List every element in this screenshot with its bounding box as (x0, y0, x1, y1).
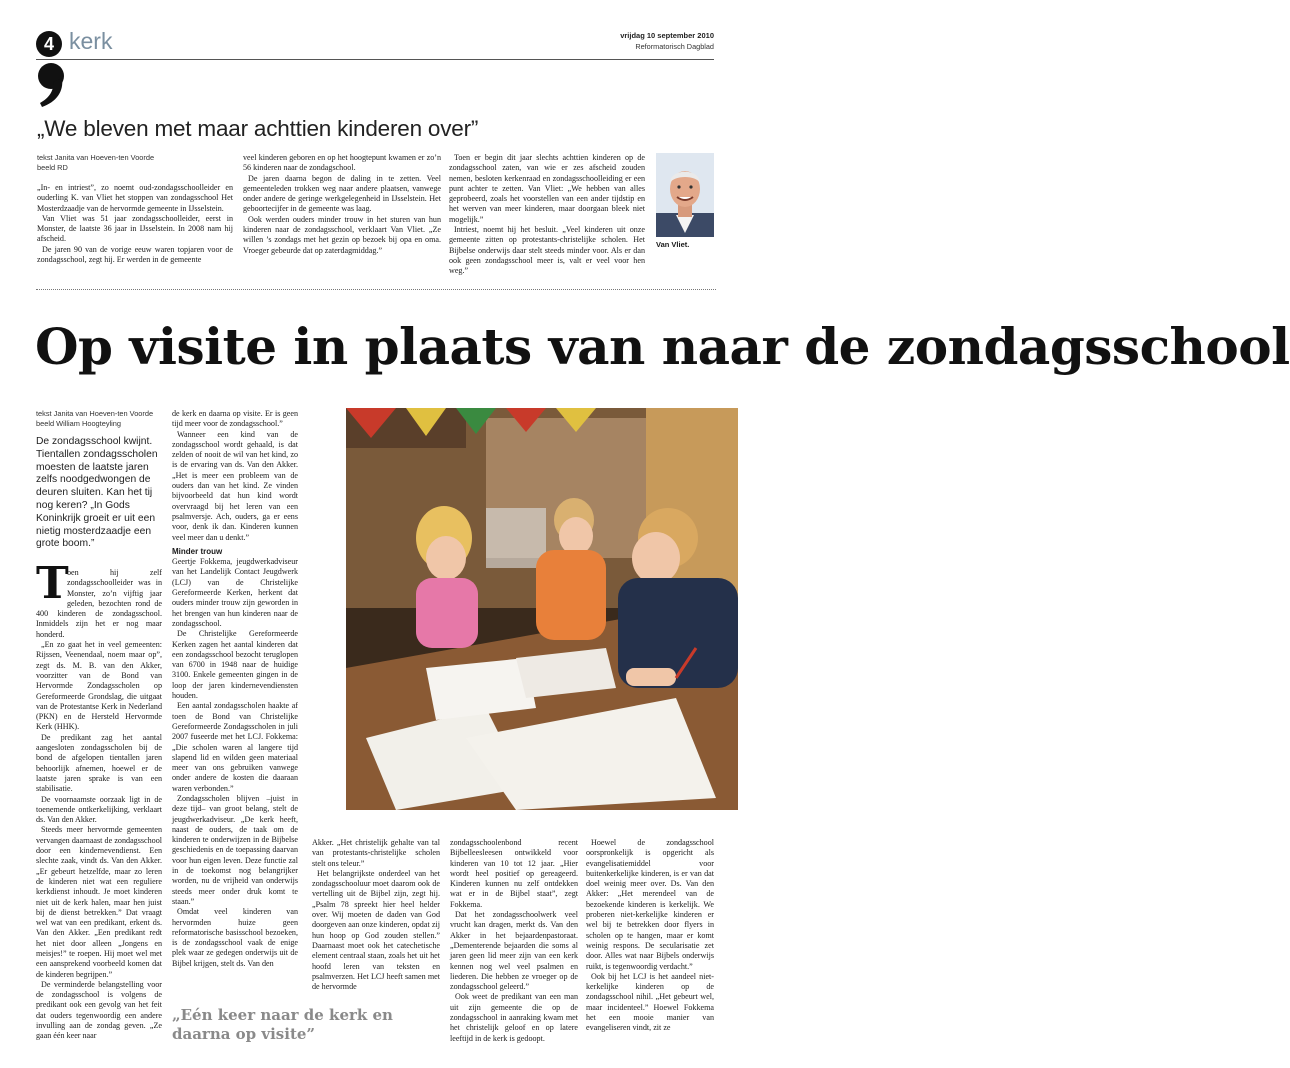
paragraph: zondagsschoolenbond recent Bijbelleesleesen ontwikkeld voor kinderen van 10 tot 12 jaar. „Hier wordt heel positief op gereageerd. Kinderen kunnen nu zelf ontdekken wat er in de Bijbel staat”, zegt Fokkema. (450, 838, 578, 909)
paragraph: Akker. „Het christelijk gehalte van tal van protestants-christelijke scholen stelt ons teleur.” (312, 838, 440, 868)
article1-credit-photo: beeld RD (37, 163, 68, 172)
children-drawing-photo (346, 408, 738, 810)
article2-intro: De zondagsschool kwijnt. Tientallen zondagsscholen moesten de laatste jaren zelfs noodgedwongen de deuren sluiten. Kan het tij nog keren? „In Gods Koninkrijk groeit er uit een nietig mosterdzaadje een grote boom.” (36, 436, 158, 550)
paragraph: veel kinderen geboren en op het hoogtepunt kwamen er zo’n 56 kinderen naar de zondagschool. (243, 153, 441, 173)
article1-column-3 (449, 153, 645, 277)
comma-icon (34, 62, 68, 108)
article1-column-1 (37, 183, 233, 278)
header-paper: Reformatorisch Dagblad (635, 42, 714, 51)
paragraph: Het belangrijkste onderdeel van het zondagsschooluur moet daarom ook de vertelling uit de Bijbel zijn, zegt hij. „Psalm 78 spreekt hier heel helder over. Wij moeten de daden van God doorgeven aan onze kinderen, opdat zij hun hoop op God zouden stellen.” Daarnaast moet ook het catechetische element centraal staan, zoals het uit het hoofd leren van teksten en psalmverzen. Het LCJ heeft samen met de hervormde (312, 868, 440, 992)
paragraph: De verminderde belangstelling voor de zondagsschool is volgens de predikant ook een gevolg van het feit dat ouders tegenwoordig een andere invulling aan de zondag geven. „Ze gaan één keer naar (36, 979, 162, 1041)
paragraph: „In- en intriest”, zo noemt oud-zondagsschoolleider en ouderling K. van Vliet het stoppen van zondagsschool Het Mosterdzaadje van de hervormde gemeente in IJsselstein. (37, 183, 233, 213)
paragraph: Wanneer een kind van de zondagsschool wordt gehaald, is dat zelden of nooit de wil van het kind, zo is de ervaring van ds. Van den Akker. „Het is meer een probleem van de ouders dan van het kind. Ze vinden bijvoorbeeld dat hun kind wordt overvraagd bij het leren van een psalmversje. Ach, ouders, ga er eens voor, denk ik dan. Kinderen kunnen veel meer dan u denkt.” (172, 429, 298, 542)
section-name: kerk (69, 28, 113, 54)
pull-quote: „Eén keer naar de kerk en daarna op visite” (172, 1006, 393, 1043)
article2-headline: Op visite in plaats van naar de zondagsschool (35, 317, 1290, 376)
article1-column-2 (243, 153, 441, 277)
article2-column-1 (36, 568, 162, 1058)
article2-column-3 (312, 838, 440, 998)
paragraph: De predikant zag het aantal aangesloten zondagsscholen bij de bond de afgelopen tientallen jaren behoorlijk afnemen, hoewel er de laatste jaren sprake is van een stabilisatie. (36, 732, 162, 794)
paragraph: Hoewel de zondagsschool oorspronkelijk is opgericht als evangelisatiemiddel voor buitenkerkelijke kinderen, is er van dat doel weinig meer over. Ds. Van den Akker: „Het merendeel van de bezoekende kinderen is kerkelijk. We proberen niet-kerkelijke kinderen er wel bij te betrekken door flyers in scholen op te hangen, maar er komt weinig respons. De secularisatie zet door. Alles wat naar Bijbels onderwijs ruikt, is tegenwoordig verdacht.” (586, 838, 714, 971)
paragraph: Ook werden ouders minder trouw in het sturen van hun kinderen naar de zondagsschool, verklaart Van Vliet. „Ze willen ’s zondags met het gezin op bezoek bij opa en oma. Vroeger gebeurde dat op zaterdagmiddag.” (243, 214, 441, 255)
paragraph: de kerk en daarna op visite. Er is geen tijd meer voor de zondagsschool.” (172, 409, 298, 429)
paragraph: Ook weet de predikant van een man uit zijn gemeente die op de zondagsschool in aanraking kwam met het christelijk geloof en op latere leeftijd in de kerk is gedoopt. (450, 992, 578, 1043)
paragraph: Omdat veel kinderen van hervormden huize geen reformatorische basisschool bezoeken, is de zondagsschool vaak de enige plek waar ze gedegen onderwijs uit de Bijbel krijgen, stelt ds. Van den (172, 907, 298, 968)
paragraph: Zondagsscholen blijven –juist in deze tijd– van groot belang, stelt de jeugdwerkadviseur. „De kerk heeft, naast de ouders, de taak om de kinderen te onderwijzen in de Bijbelse geschiedenis en de toepassing daarvan voor hun eigen leven. Deze functie zal in de toekomst nog belangrijker worden, nu de vrijheid van onderwijs steeds meer onder druk komt te staan.” (172, 793, 298, 906)
article1-credit-text: tekst Janita van Hoeven-ten Voorde (37, 153, 155, 162)
article1-title: „We bleven met maar achttien kinderen over” (37, 116, 479, 141)
header-date: vrijdag 10 september 2010 (620, 31, 714, 40)
article2-credit-photo: beeld William Hoogteyling (36, 419, 122, 428)
paragraph: Geertje Fokkema, jeugdwerkadviseur van het Landelijk Contact Jeugdwerk (LCJ) van de Christelijke Gereformeerde Kerken, herkent dat ouders minder trouw zijn geworden in het brengen van hun kinderen naar de zondagsschool. (172, 557, 298, 628)
page-number-badge: 4 (36, 31, 62, 57)
dropcap: T (36, 558, 69, 609)
header-rule (36, 59, 714, 60)
paragraph: Intriest, noemt hij het besluit. „Veel kinderen uit onze gemeente zitten op protestants-christelijke scholen. Het Bijbelse onderwijs daar stelt steeds minder voor. Als er dan ook geen zondagsschool meer is, valt er veel voor hen weg.” (449, 225, 645, 276)
paragraph: „En zo gaat het in veel gemeenten: Rijssen, Veenendaal, noem maar op”, zegt ds. M. B. van den Akker, voorzitter van de Bond van Hervormde Zondagsscholen op Gereformeerde Grondslag, die uitgaat van de Protestantse Kerk in Nederland (PKN) en de Hersteld Hervormde Kerk (HHK). (36, 640, 162, 732)
article2-column-4 (450, 838, 578, 1060)
portrait-photo (656, 153, 714, 237)
paragraph: Een aantal zondagsscholen haakte af toen de Bond van Christelijke Gereformeerde Zondagsscholen in juli 2007 fuseerde met het LCJ. Fokkema: „Die scholen waren al langere tijd slapend lid en wilden geen materiaal meer van ons gebruiken vanwege onder andere de kosten die daaraan waren verbonden.” (172, 701, 298, 793)
paragraph: Dat het zondagsschoolwerk veel vrucht kan dragen, merkt ds. Van den Akker in het bejaardenpastoraat. „Dementerende bejaarden die soms al jaren geen lid meer zijn van een kerk kennen nog wel veel psalmen en liederen. Die hebben ze vroeger op de zondagsschool geleerd.” (450, 910, 578, 992)
paragraph: De jaren daarna begon de daling in te zetten. Veel gemeenteleden trokken weg naar andere plaatsen, vanwege onder andere de geringe werkgelegenheid in IJsselstein. Het geboortecijfer in de gemeente was laag. (243, 173, 441, 214)
article2-credit-text: tekst Janita van Hoeven-ten Voorde (36, 409, 154, 418)
paragraph: Ook bij het LCJ is het aandeel niet-kerkelijke kinderen op de zondagsschool nihil. „Het gebeurt wel, maar incidenteel.” Hoewel Fokkema het een mooie manier van evangeliseren vindt, zit ze (586, 971, 714, 1033)
article2-column-2 (172, 409, 298, 968)
portrait-caption: Van Vliet. (656, 240, 690, 249)
paragraph: De jaren 90 van de vorige eeuw waren topjaren voor de zondagsschool, zegt hij. Er werden in de gemeente (37, 244, 233, 265)
paragraph: oen hij zelf zondagsschoolleider was in Monster, zo’n vijftig jaar geleden, bezochten rond de 400 kinderen de zondagsschool. Inmiddels zijn het er nog maar honderd. (36, 568, 162, 639)
article2-column-5 (586, 838, 714, 1060)
paragraph: Toen er begin dit jaar slechts achttien kinderen op de zondagsschool zaten, van wie er zes afscheid zouden nemen, besloten kerkenraad en zondagsschoolleiding er een punt achter te zetten. Van Vliet: „We hebben van alles geprobeerd, zoals het voorstellen van een ander tijdstip en het werven van meer kinderen, maar doorgaan bleek niet mogelijk.” (449, 153, 645, 224)
subheading: Minder trouw (172, 546, 223, 556)
paragraph: Steeds meer hervormde gemeenten vervangen daarnaast de zondagsschool door een kindernevendienst. Een slechte zaak, vindt ds. Van den Akker. „Er gebeurt hetzelfde, maar zo leren de kinderen niet wat een reguliere kerkdienst inhoudt. Je moet kinderen niet uit de kerk halen, maar hen juist bij de dienst betrekken.” Dat vraagt wel wat van een predikant, erkent ds. Van den Akker. „Een predikant redt het niet door alleen „Jongens en meisjes!” te roepen. Hij moet wel met een aansprekend voorbeeld komen dat de kinderen begrijpen.” (36, 825, 162, 979)
paragraph: Van Vliet was 51 jaar zondagsschoolleider, eerst in Monster, de laatste 36 jaar in IJsselstein. In 2008 nam hij afscheid. (37, 213, 233, 244)
paragraph: De Christelijke Gereformeerde Kerken zagen het aantal kinderen dat een zondagsschool bezocht teruglopen van 6700 in 1948 naar de huidige 3100. Enkele gemeenten gingen in de loop der jaren kindernevendiensten houden. (172, 629, 298, 701)
article-separator (36, 289, 716, 290)
dropcap-space (36, 568, 67, 609)
paragraph: De voornaamste oorzaak ligt in de toenemende ontkerkelijking, verklaart ds. Van den Akker. (36, 794, 162, 825)
